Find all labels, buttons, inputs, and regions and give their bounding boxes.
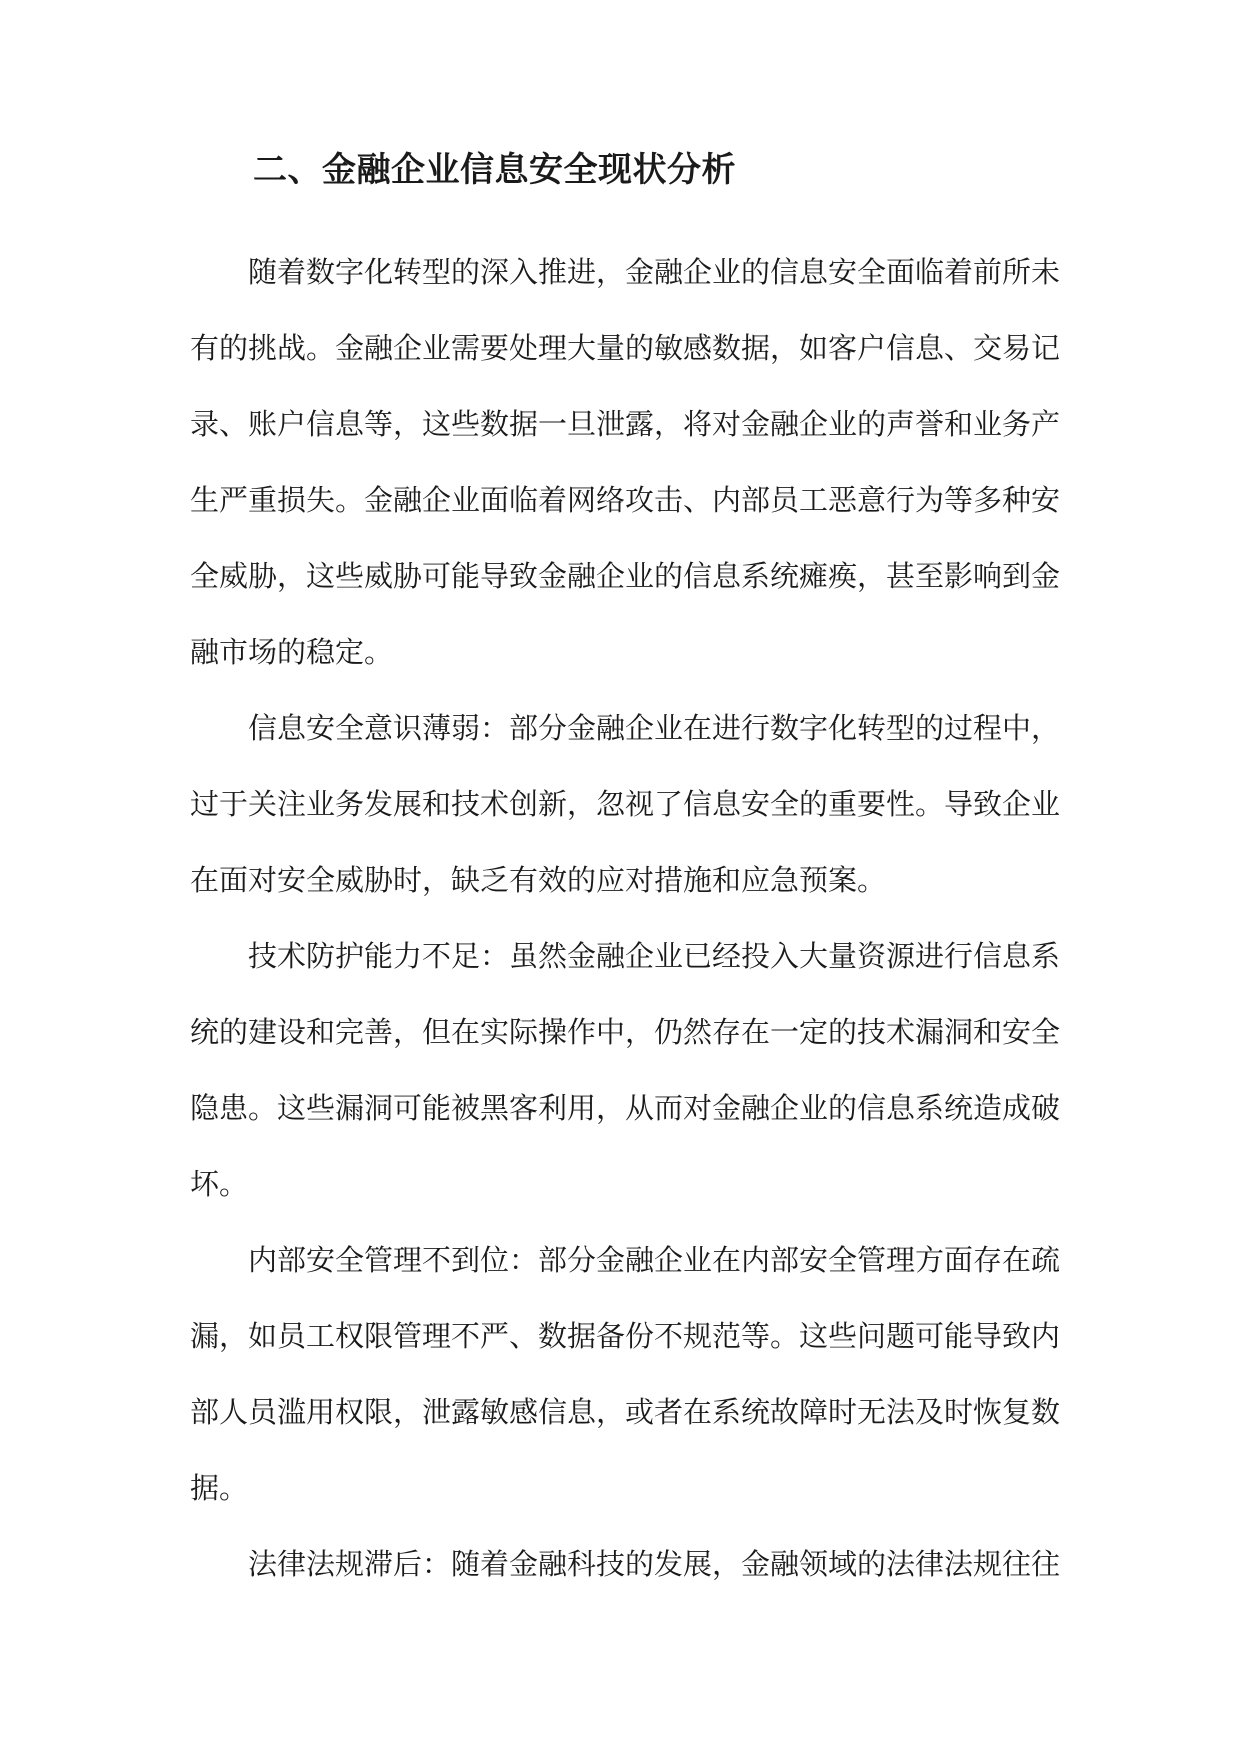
- paragraph-regulations: 法律法规滞后：随着金融科技的发展，金融领域的法律法规往往: [248, 1547, 1061, 1581]
- body-text: [190, 234, 1060, 1602]
- paragraph-awareness: 信息安全意识薄弱：部分金融企业在进行数字化转型的过程中，过于关注业务发展和技术创新，忽视了信息安全的重要性。导致企业在面对安全威胁时，缺乏有效的应对措施和应急预案。: [190, 711, 1061, 897]
- paragraph-technology: 技术防护能力不足：虽然金融企业已经投入大量资源进行信息系统的建设和完善，但在实际操作中，仍然存在一定的技术漏洞和安全隐患。这些漏洞可能被黑客利用，从而对金融企业的信息系统造成破坏。: [190, 939, 1061, 1201]
- paragraph-internal-management: 内部安全管理不到位：部分金融企业在内部安全管理方面存在疏漏，如员工权限管理不严、数据备份不规范等。这些问题可能导致内部人员滥用权限，泄露敏感信息，或者在系统故障时无法及时恢复数据。: [190, 1243, 1061, 1505]
- section-heading: 二、金融企业信息安全现状分析: [253, 150, 736, 190]
- paragraph-intro: 随着数字化转型的深入推进，金融企业的信息安全面临着前所未有的挑战。金融企业需要处理大量的敏感数据，如客户信息、交易记录、账户信息等，这些数据一旦泄露，将对金融企业的声誉和业务产生严重损失。金融企业面临着网络攻击、内部员工恶意行为等多种安全威胁，这些威胁可能导致金融企业的信息系统瘫痪，甚至影响到金融市场的稳定。: [190, 255, 1061, 669]
